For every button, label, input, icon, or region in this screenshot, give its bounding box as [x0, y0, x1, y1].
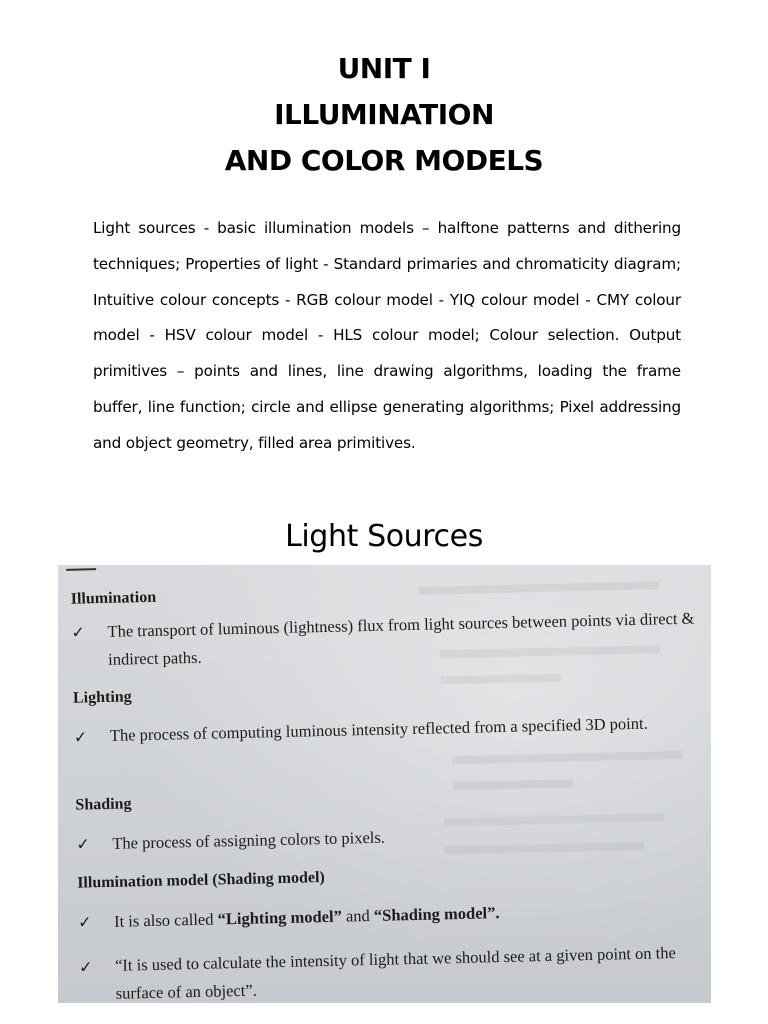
check-icon: ✓	[77, 914, 92, 932]
bleed-through-mark	[419, 581, 659, 594]
shading-heading: Shading	[75, 795, 132, 814]
check-icon: ✓	[78, 959, 93, 977]
syllabus-paragraph: Light sources - basic illumination models – halftone patterns and dithering techniques; Properties of light - Standard primaries and chromaticity diagram; Intuitive colour concepts - RGB colour model - YIQ colour model - CMY colour model - HSV colour model - HLS colour model; Colour selection. Output primitives – points and lines, line drawing algorithms, loading the frame buffer, line function; circle and ellipse generating algorithms; Pixel addressing and object geometry, filled area primitives.	[93, 219, 681, 452]
page-edge-mark	[66, 568, 96, 571]
illumination-model-heading: Illumination model (Shading model)	[77, 869, 325, 892]
lighting-model-term: “Lighting model”	[217, 906, 343, 929]
bleed-through-mark	[453, 779, 573, 790]
illumination-heading: Illumination	[70, 588, 157, 608]
alias-prefix: It is also called	[113, 909, 214, 931]
unit-title	[0, 46, 768, 184]
check-icon: ✓	[76, 836, 90, 854]
illumination-model-definition: “It is used to calculate the intensity of light that we should see at a given point on the surface of an object”.	[114, 943, 677, 1003]
check-icon: ✓	[73, 729, 88, 747]
shading-model-term: “Shading model”.	[373, 903, 500, 925]
unit-number: UNIT I	[337, 52, 431, 85]
lighting-heading: Lighting	[72, 688, 132, 707]
unit-title-line-2: ILLUMINATION	[274, 98, 494, 131]
bleed-through-mark	[441, 674, 561, 685]
shading-definition: The process of assigning colors to pixels.	[112, 827, 386, 853]
lighting-definition: The process of computing luminous intensity reflected from a specified 3D point.	[109, 713, 648, 745]
unit-title-line-3: AND COLOR MODELS	[224, 144, 544, 177]
photo-page-content	[58, 565, 711, 1003]
textbook-photo	[58, 565, 711, 1003]
lighting-model-alias	[114, 894, 711, 936]
check-icon: ✓	[71, 624, 86, 642]
section-heading: Light Sources	[285, 519, 483, 554]
alias-and: and	[345, 906, 370, 926]
illumination-definition: The transport of luminous (lightness) flux from light sources between points via direct & indirect paths.	[107, 608, 695, 669]
bleed-through-mark	[452, 751, 682, 764]
